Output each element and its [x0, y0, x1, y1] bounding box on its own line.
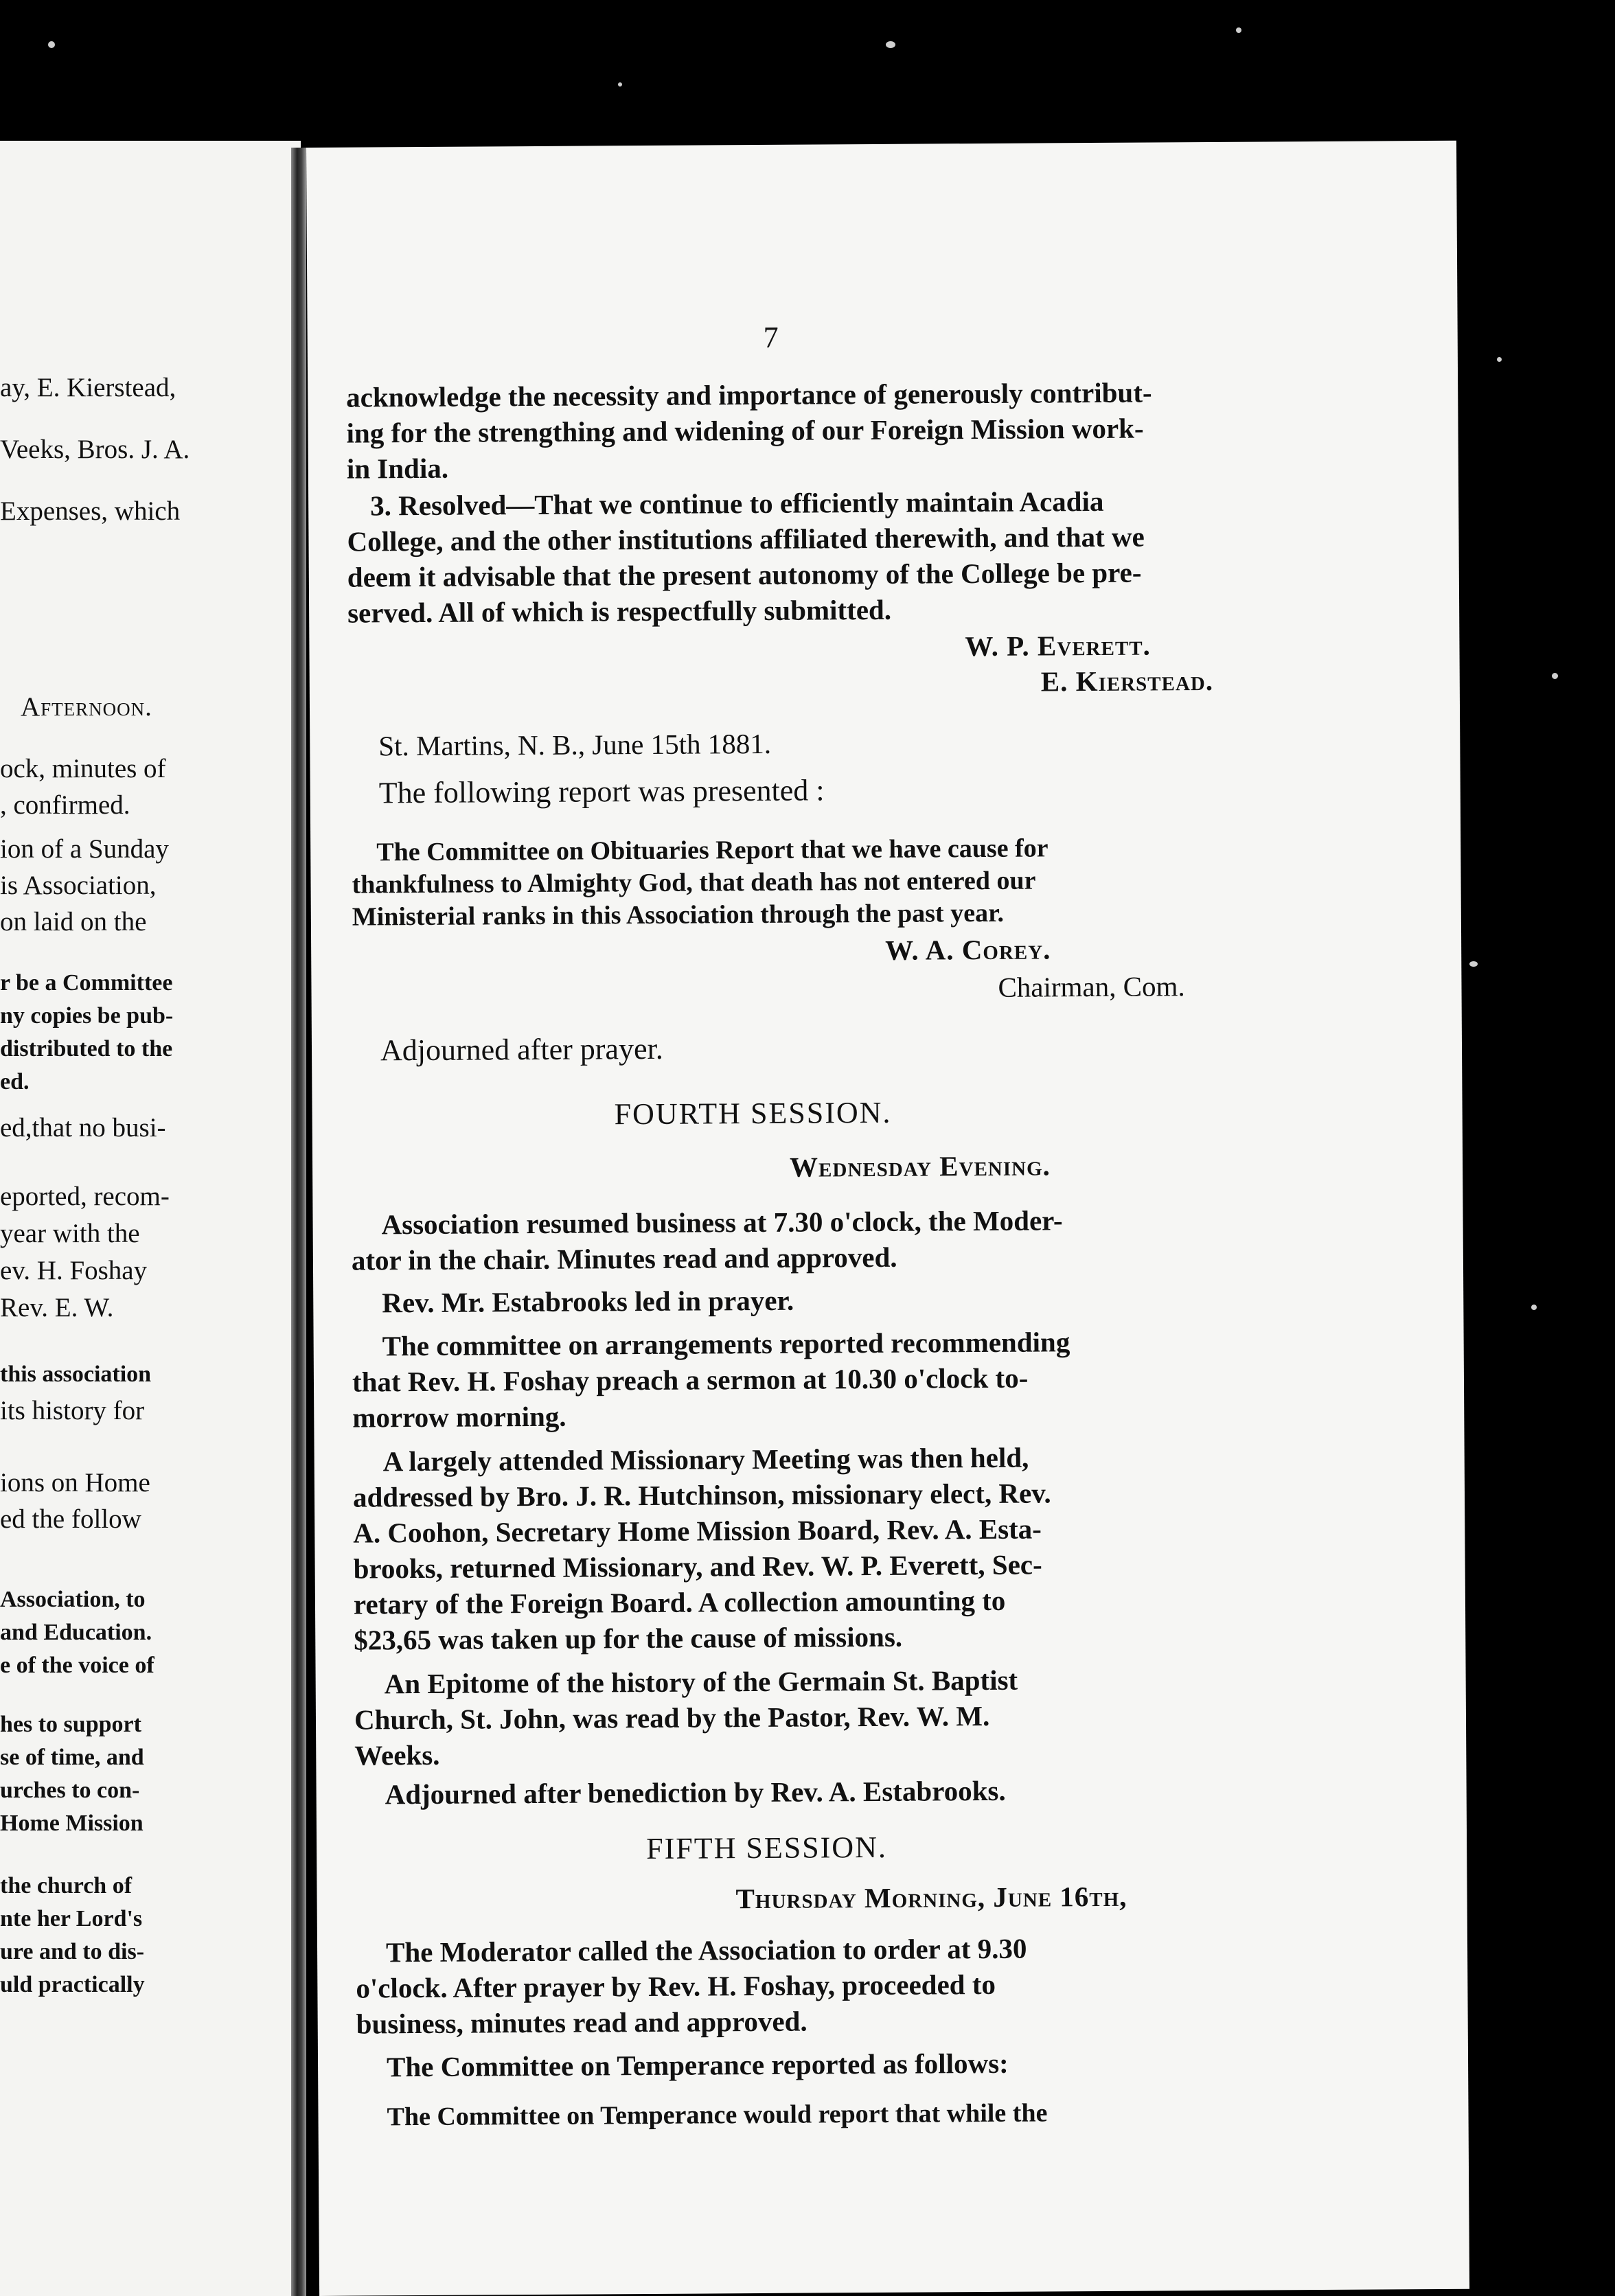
signature: W. P. Everett.	[965, 629, 1151, 663]
report-line: The Committee on Obituaries Report that we have cause for	[376, 834, 1049, 867]
left-line: r be a Committee	[0, 970, 173, 996]
left-line: eported, recom-	[0, 1182, 170, 1211]
left-line: this association	[0, 1362, 152, 1387]
text-line: ing for the strengthing and widening of our Foreign Mission work-	[346, 412, 1144, 449]
session-subheading: Thursday Morning, June 16th,	[735, 1880, 1127, 1915]
film-speck	[886, 41, 895, 48]
text-line: deem it advisable that the present autonomy of the College be pre-	[347, 556, 1142, 593]
text-line: business, minutes read and approved.	[356, 2005, 808, 2040]
left-line: Rev. E. W.	[0, 1293, 114, 1322]
text-line: retary of the Foreign Board. A collection amounting to	[353, 1584, 1006, 1620]
left-line: Expenses, which	[0, 496, 181, 526]
text-line: $23,65 was taken up for the cause of missions.	[354, 1620, 903, 1656]
film-speck	[1236, 27, 1241, 33]
left-line: and Education.	[0, 1620, 152, 1645]
left-line: se of time, and	[0, 1745, 144, 1770]
film-speck	[1531, 1305, 1537, 1310]
text-line: Adjourned after benediction by Rev. A. Estabrooks.	[385, 1774, 1006, 1811]
text-line: 3. Resolved—That we continue to efficiently maintain Acadia	[370, 485, 1104, 522]
report-line: The Committee on Temperance would report that while the	[387, 2098, 1048, 2132]
left-page	[0, 141, 301, 2296]
left-line: on laid on the	[0, 907, 147, 937]
section-heading: FIFTH SESSION.	[645, 1830, 888, 1866]
right-page	[306, 141, 1469, 2296]
text-line: The following report was presented :	[378, 773, 825, 810]
left-line: year with the	[0, 1219, 140, 1248]
left-line: is Association,	[0, 871, 157, 900]
section-heading: FOURTH SESSION.	[614, 1095, 892, 1132]
text-line: A largely attended Missionary Meeting was then held,	[382, 1441, 1029, 1478]
text-line: Church, St. John, was read by the Pastor, Rev. W. M.	[354, 1699, 990, 1736]
page-number: 7	[763, 320, 779, 354]
text-line: o'clock. After prayer by Rev. H. Foshay, proceeded to	[356, 1968, 996, 2004]
signature: E. Kierstead.	[1040, 664, 1214, 698]
left-line: ed,that no busi-	[0, 1113, 166, 1143]
text-line: brooks, returned Missionary, and Rev. W. P. Everett, Sec-	[353, 1548, 1042, 1585]
text-line: served. All of which is respectfully submitted.	[347, 593, 892, 629]
text-line: ator in the chair. Minutes read and approved.	[351, 1241, 897, 1276]
left-line: Veeks, Bros. J. A.	[0, 435, 190, 464]
left-line: the church of	[0, 1873, 133, 1898]
left-line: ion of a Sunday	[0, 834, 169, 864]
session-subheading: Wednesday Evening.	[789, 1149, 1051, 1183]
left-line: Home Mission	[0, 1811, 144, 1836]
left-line: ure and to dis-	[0, 1939, 145, 1964]
film-speck	[618, 82, 622, 87]
left-line: e of the voice of	[0, 1653, 154, 1678]
signature: W. A. Corey.	[885, 933, 1051, 966]
text-line: The Moderator called the Association to order at 9.30	[385, 1932, 1027, 1968]
left-line: Association, to	[0, 1587, 146, 1612]
text-line: morrow morning.	[352, 1400, 566, 1434]
text-line: The committee on arrangements reported recommending	[382, 1326, 1070, 1362]
left-line: , confirmed.	[0, 790, 130, 820]
text-line: St. Martins, N. B., June 15th 1881.	[378, 727, 772, 762]
text-line: A. Coohon, Secretary Home Mission Board, Rev. A. Esta-	[353, 1513, 1042, 1549]
text-line: An Epitome of the history of the Germain St. Baptist	[384, 1664, 1018, 1700]
text-line: Adjourned after prayer.	[380, 1031, 663, 1068]
left-line: ions on Home	[0, 1468, 150, 1497]
left-line: its history for	[0, 1396, 145, 1425]
film-speck	[48, 41, 55, 48]
report-line: thankfulness to Almighty God, that death has not entered our	[352, 866, 1036, 899]
left-line: ay, E. Kierstead,	[0, 373, 176, 402]
left-line: ed the follow	[0, 1504, 141, 1534]
film-speck	[1469, 961, 1478, 967]
film-speck	[1552, 673, 1558, 679]
text-line: addressed by Bro. J. R. Hutchinson, missionary elect, Rev.	[352, 1477, 1051, 1513]
report-line: Ministerial ranks in this Association through the past year.	[352, 898, 1005, 932]
text-line: The Committee on Temperance reported as follows:	[386, 2047, 1009, 2083]
book-gutter	[291, 148, 306, 2296]
left-line: nte her Lord's	[0, 1906, 143, 1931]
film-speck	[1497, 357, 1502, 362]
text-line: in India.	[346, 452, 449, 485]
signature: Chairman, Com.	[998, 970, 1185, 1003]
text-line: Rev. Mr. Estabrooks led in prayer.	[382, 1284, 794, 1319]
text-line: acknowledge the necessity and importance of generously contribut-	[346, 376, 1152, 413]
left-line: urches to con-	[0, 1778, 140, 1803]
text-line: College, and the other institutions affiliated therewith, and that we	[347, 520, 1145, 558]
left-line: ny copies be pub-	[0, 1003, 174, 1029]
left-line: ock, minutes of	[0, 754, 166, 783]
text-line: Weeks.	[354, 1738, 440, 1771]
text-line: that Rev. H. Foshay preach a sermon at 10.30 o'clock to-	[352, 1362, 1029, 1398]
left-line: ed.	[0, 1069, 30, 1094]
left-line: hes to support	[0, 1712, 141, 1737]
left-line: uld practically	[0, 1972, 145, 1997]
left-line: Afternoon.	[21, 692, 152, 722]
left-line: ev. H. Foshay	[0, 1256, 148, 1285]
text-line: Association resumed business at 7.30 o'clock, the Moder-	[381, 1204, 1063, 1241]
left-line: distributed to the	[0, 1036, 173, 1061]
